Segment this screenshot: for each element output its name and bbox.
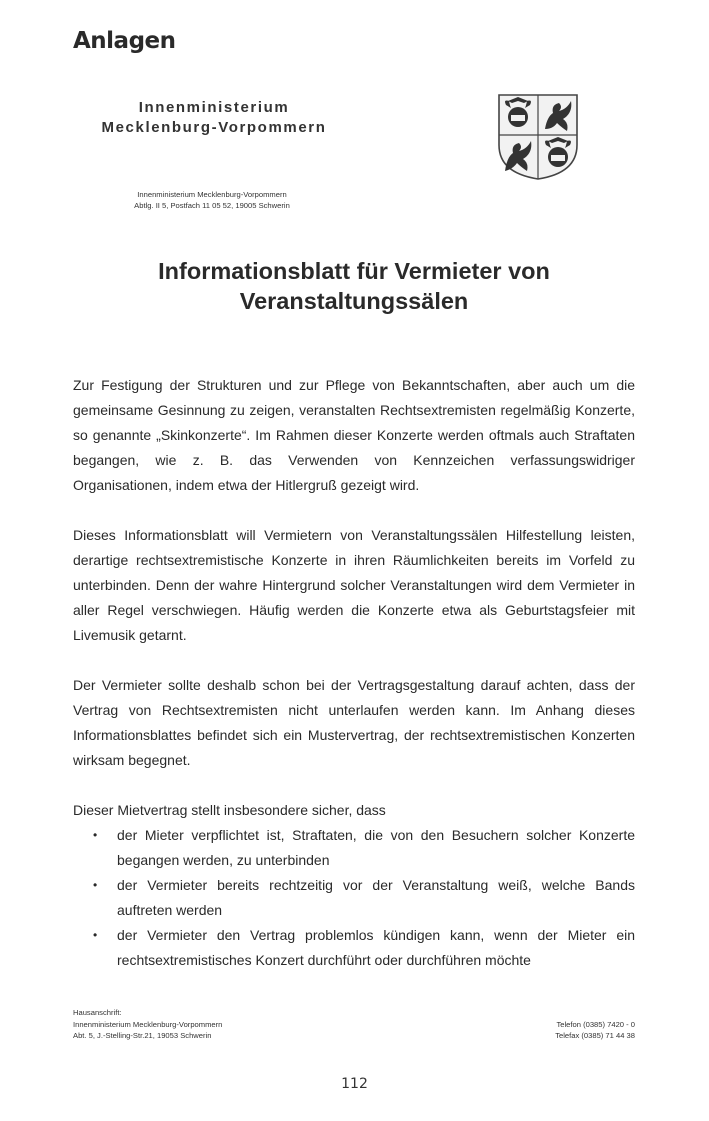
list-item [73,823,635,873]
bullet-list [73,823,635,973]
ministry-name-line1: Innenministerium [138,99,290,116]
list-item-text: der Mieter verpflichtet ist, Straftaten, die von den Besuchern solcher Konzerte begangen werden, zu unterbinden [117,827,635,868]
paragraph-contract: Der Vermieter sollte deshalb schon bei der Vertragsgestaltung darauf achten, dass der Vertrag von Rechtsextremisten nicht unterlaufen werden kann. Im Anhang dieses Informationsblattes befindet sich ein Mustervertrag, der rechtsextremistischen Konzerten wirksam begegnet. [73,677,635,768]
sender-address-line1: Innenministerium Mecklenburg-Vorpommern [137,190,287,199]
ministry-name-line2: Mecklenburg-Vorpommern [101,119,327,136]
list-item [73,873,635,923]
paragraph-intro: Zur Festigung der Strukturen und zur Pflege von Bekanntschaften, aber auch um die gemeinsame Gesinnung zu zeigen, veranstalten Rechtsextremisten regelmäßig Konzerte, so genannte „Skinkonzerte“. Im Rahmen dieser Konzerte werden oftmals auch Straftaten begangen, wie z. B. das Verwenden von Kennzeichen verfassungswidriger Organisationen, indem etwa der Hitlergruß gezeigt wird. [73,377,635,493]
bullet-icon: • [93,878,98,892]
page-number: 112 [341,1076,368,1092]
bullet-icon: • [93,828,98,842]
list-item-text: der Vermieter bereits rechtzeitig vor der Veranstaltung weiß, welche Bands auftreten werden [117,877,635,918]
footer-phone: Telefon (0385) 7420 - 0 [556,1020,635,1029]
list-item-text: der Vermieter den Vertrag problemlos kündigen kann, wenn der Mieter ein rechtsextremistisches Konzert durchführt oder durchführen möchte [117,927,635,968]
sender-address-line2: Abtlg. II 5, Postfach 11 05 52, 19005 Schwerin [134,201,290,210]
footer-address [73,1007,222,1042]
footer-address-label: Hausanschrift: [73,1008,122,1017]
footer-fax: Telefax (0385) 71 44 38 [555,1031,635,1040]
footer-address-line2: Abt. 5, J.-Stelling-Str.21, 19053 Schwerin [73,1031,212,1040]
footer-address-line1: Innenministerium Mecklenburg-Vorpommern [73,1019,223,1029]
footer-contact [555,1019,635,1041]
list-item [73,923,635,973]
document-title-line2: Veranstaltungssälen [239,288,469,314]
document-title-line1: Informationsblatt für Vermieter von [158,258,550,284]
state-coat-of-arms-icon [497,93,579,181]
bullet-icon: • [93,928,98,942]
section-heading: Anlagen [73,28,176,54]
paragraph-purpose: Dieses Informationsblatt will Vermietern von Veranstaltungssälen Hilfestellung leisten, derartige rechtsextremistische Konzerte in ihren Räumlichkeiten bereits im Vorfeld zu unterbinden. Denn der wahre Hintergrund solcher Veranstaltungen wird dem Vermieter in aller Regel verschwiegen. Häufig werden die Konzerte etwa als Geburtstagsfeier mit Livemusik getarnt. [73,527,635,643]
document-title [73,256,635,316]
paragraph-list-intro: Dieser Mietvertrag stellt insbesondere sicher, dass [73,802,386,818]
